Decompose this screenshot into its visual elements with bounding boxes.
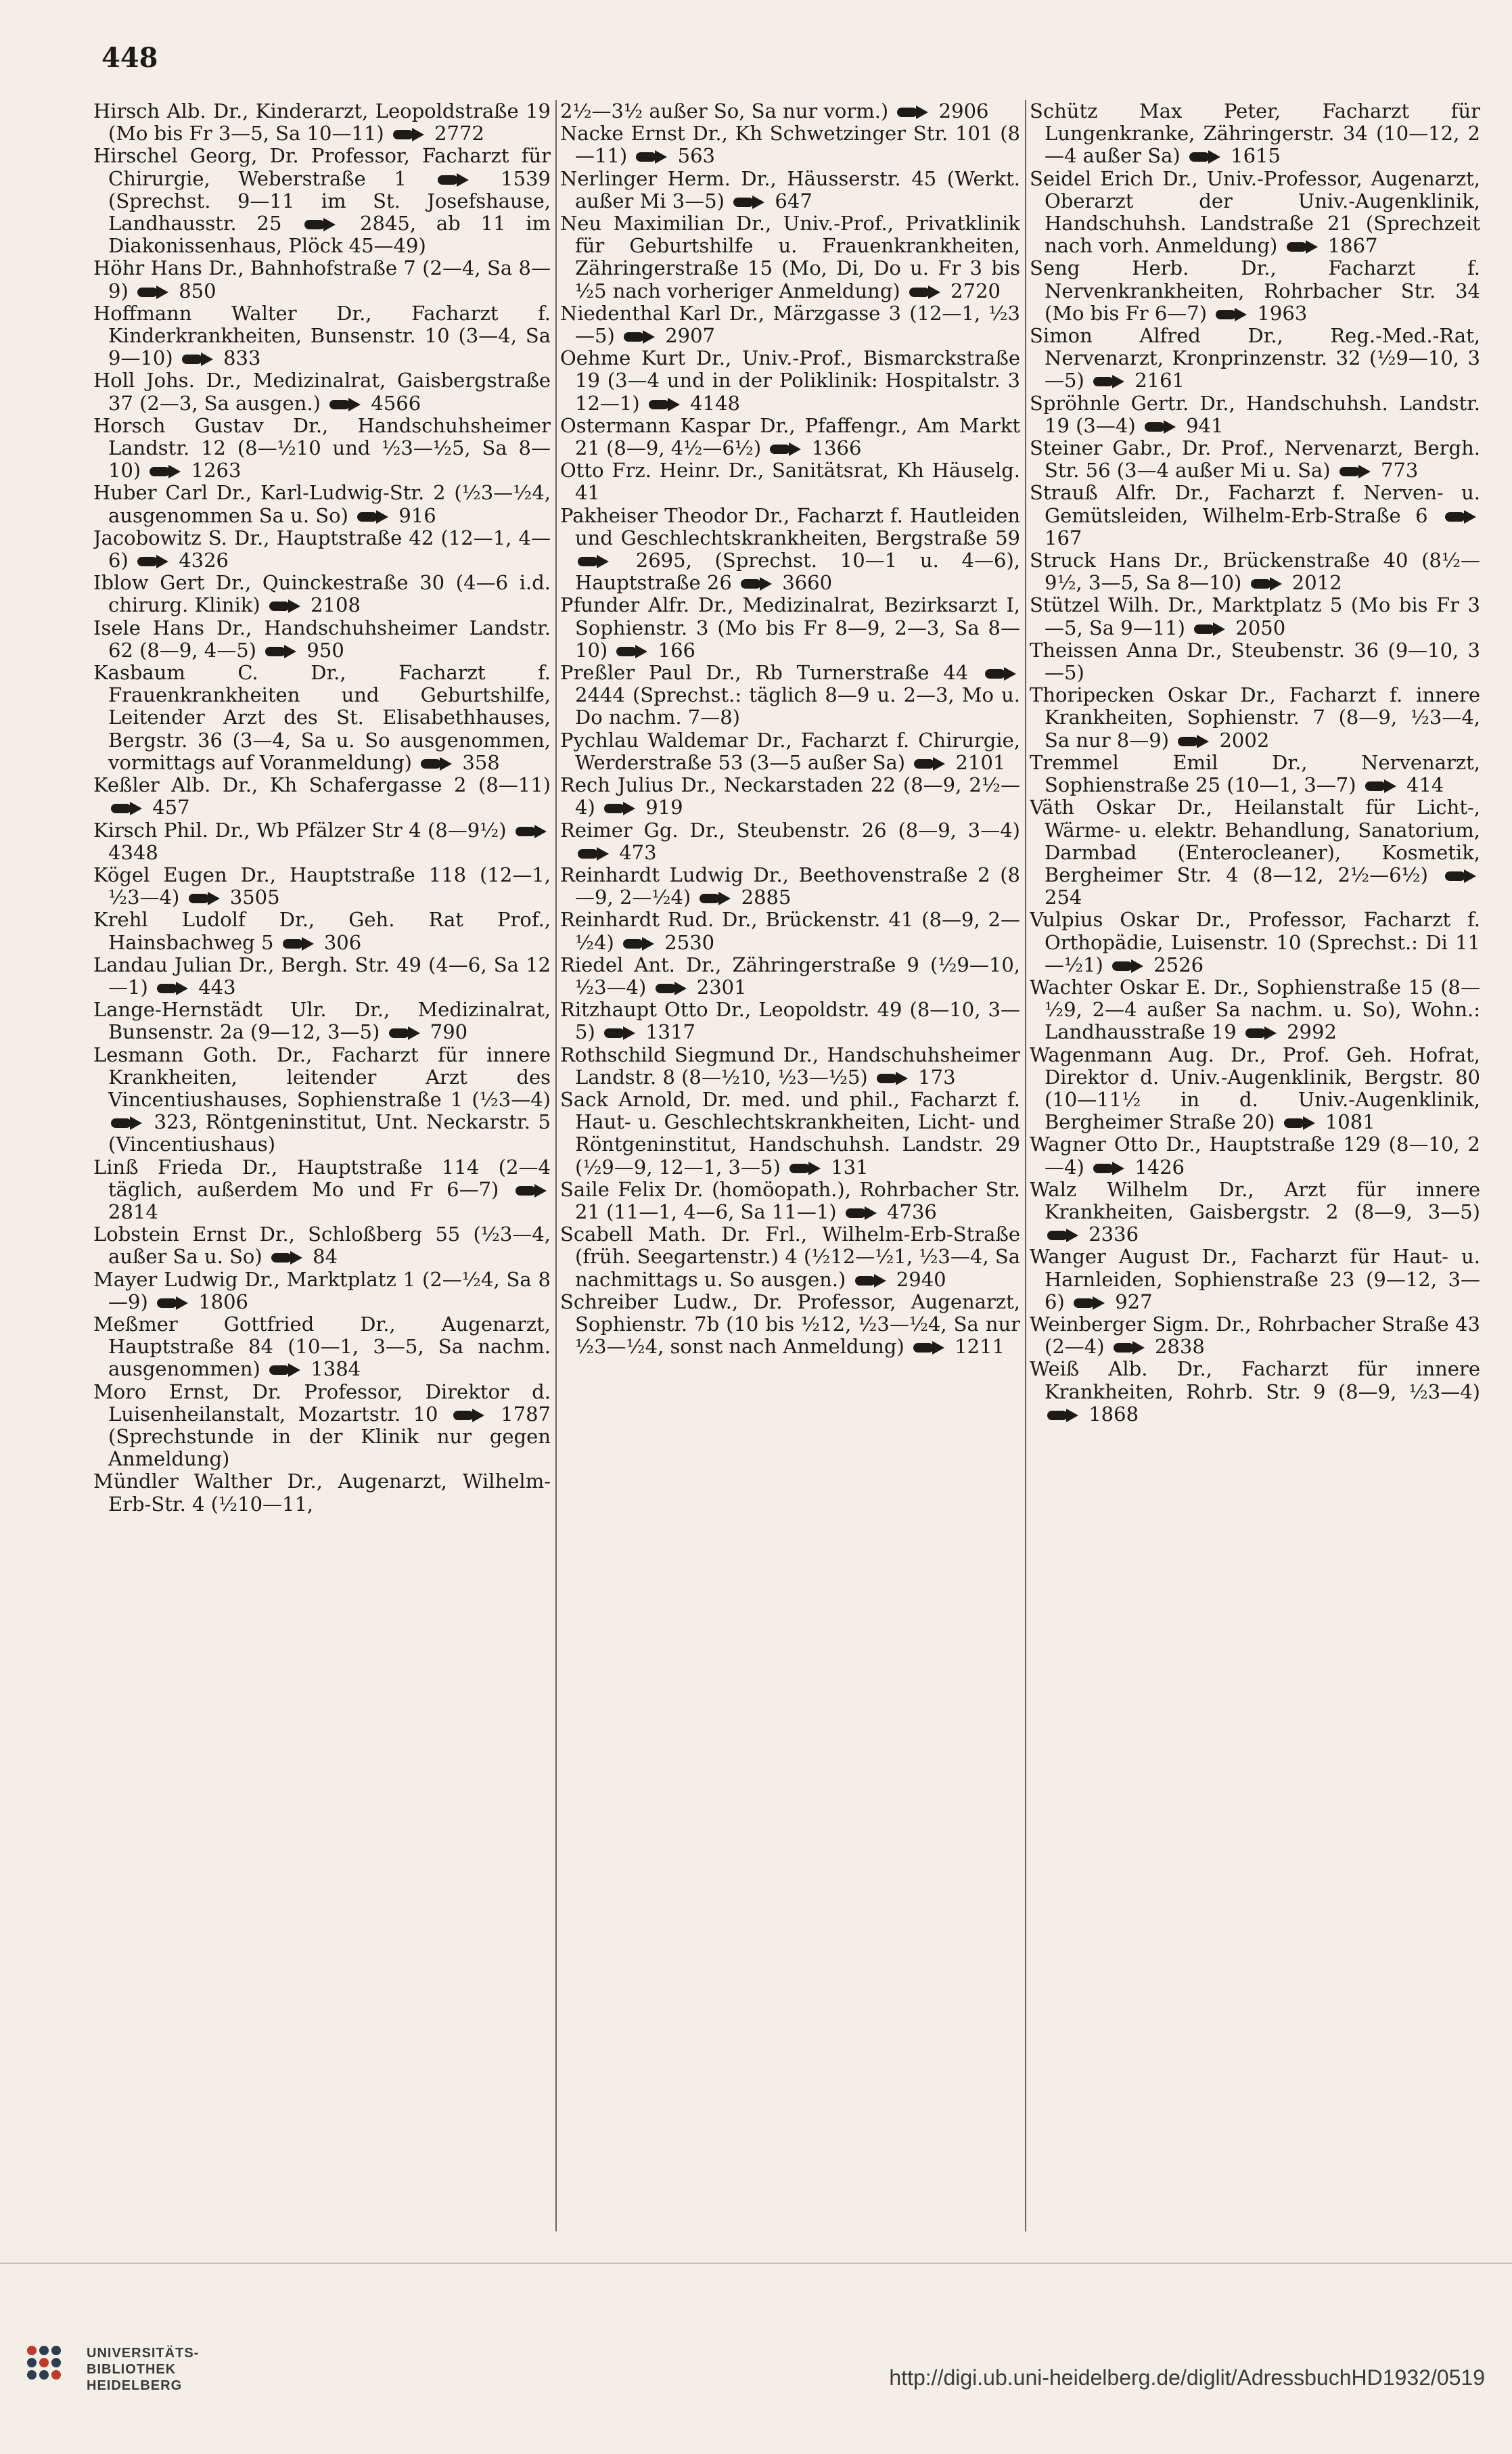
directory-entry: Linß Frieda Dr., Hauptstraße 114 (2—4 täglich, außerdem Mo und Fr 6—7) 2814 (93, 1155, 551, 1223)
telephone-icon (1194, 624, 1225, 634)
logo-line: HEIDELBERG (87, 2378, 183, 2393)
library-logo[interactable] (27, 2345, 199, 2394)
directory-entry: Lesmann Goth. Dr., Facharzt für innere Krankheiten, leitender Arzt des Vincentiushauses, Sophienstraße 1 (½3—4) 323, Röntgeninstitut, Unt. Neckarstr. 5 (Vincentiushaus) (93, 1043, 551, 1156)
directory-entry: Hoffmann Walter Dr., Facharzt f. Kinderkrankheiten, Bunsenstr. 10 (3—4, Sa 9—10) 833 (93, 301, 551, 370)
telephone-icon (1145, 422, 1176, 432)
telephone-icon (283, 939, 314, 949)
directory-entry: Meßmer Gottfried Dr., Augenarzt, Hauptstraße 84 (10—1, 3—5, Sa nachm. ausgenommen) 1384 (93, 1312, 551, 1381)
directory-entry: Holl Johs. Dr., Medizinalrat, Gaisbergstraße 37 (2—3, Sa ausgen.) 4566 (93, 369, 551, 415)
directory-entry: Pychlau Waldemar Dr., Facharzt f. Chirurgie, Werderstraße 53 (3—5 außer Sa) 2101 (560, 728, 1020, 774)
directory-entry: Oehme Kurt Dr., Univ.-Prof., Bismarckstraße 19 (3—4 und in der Poliklinik: Hospitalstr. 3 12—1) 4148 (560, 346, 1020, 415)
telephone-icon (1112, 961, 1143, 971)
telephone-icon (271, 1253, 302, 1263)
telephone-icon (897, 108, 928, 117)
directory-entry: Nerlinger Herm. Dr., Häusserstr. 45 (Werkt. außer Mi 3—5) 647 (560, 166, 1020, 212)
telephone-icon (1216, 310, 1247, 319)
telephone-icon (329, 400, 361, 409)
telephone-icon (1189, 152, 1220, 162)
column-right (1030, 100, 1480, 2231)
telephone-icon (1287, 242, 1318, 252)
directory-entry: Thoripecken Oskar Dr., Facharzt f. innere Krankheiten, Sophienstr. 7 (8—9, ½3—4, Sa nur 8—9) 2002 (1030, 683, 1480, 752)
directory-entry: Mayer Ludwig Dr., Marktplatz 1 (2—½4, Sa 8—9) 1806 (93, 1267, 551, 1313)
directory-entry: Lobstein Ernst Dr., Schloßberg 55 (½3—4, außer Sa u. So) 84 (93, 1223, 551, 1269)
telephone-icon (389, 1028, 420, 1038)
telephone-icon (877, 1074, 908, 1083)
telephone-icon (1339, 467, 1371, 476)
directory-entry: Otto Frz. Heinr. Dr., Sanitätsrat, Kh Häuselg. 41 (560, 459, 1020, 505)
directory-entry: Reimer Gg. Dr., Steubenstr. 26 (8—9, 3—4) 473 (560, 818, 1020, 864)
telephone-icon (578, 849, 609, 859)
directory-entry: Rech Julius Dr., Neckarstaden 22 (8—9, 2½—4) 919 (560, 773, 1020, 819)
directory-entry: Iblow Gert Dr., Quinckestraße 30 (4—6 i.d. chirurg. Klinik) 2108 (93, 571, 551, 617)
column-rule (1025, 100, 1026, 2231)
directory-entry: Wagenmann Aug. Dr., Prof. Geh. Hofrat, Direktor d. Univ.-Augenklinik, Bergstr. 80 (10—11½ in d. Univ.-Augenklinik, Bergheimer Straße 20) 1081 (1030, 1043, 1480, 1134)
library-logo-text (87, 2345, 199, 2394)
directory-entry: Pakheiser Theodor Dr., Facharzt f. Hautleiden und Geschlechtskrankheiten, Bergstraße 59 2695, (Sprechst. 10—1 u. 4—6), Hauptstraße 26 3660 (560, 503, 1020, 595)
directory-columns (93, 100, 1480, 2231)
telephone-icon (421, 759, 452, 769)
telephone-icon (1284, 1118, 1315, 1128)
page-number: 448 (101, 42, 158, 74)
directory-entry: Walz Wilhelm Dr., Arzt für innere Krankheiten, Gaisbergstr. 2 (8—9, 3—5) 2336 (1030, 1177, 1480, 1246)
directory-entry: Vulpius Oskar Dr., Professor, Facharzt f. Orthopädie, Luisenstr. 10 (Sprechst.: Di 11—½1) 2526 (1030, 908, 1480, 976)
directory-entry: Strauß Alfr. Dr., Facharzt f. Nerven- u. Gemütsleiden, Wilhelm-Erb-Straße 6 167 (1030, 481, 1480, 549)
telephone-icon (516, 827, 547, 836)
directory-entry: Kögel Eugen Dr., Hauptstraße 118 (12—1, ½3—4) 3505 (93, 863, 551, 909)
telephone-icon (438, 175, 469, 185)
telephone-icon (269, 601, 300, 611)
telephone-icon (649, 400, 680, 409)
telephone-icon (150, 467, 181, 476)
directory-entry: Saile Felix Dr. (homöopath.), Rohrbacher Str. 21 (11—1, 4—6, Sa 11—1) 4736 (560, 1177, 1020, 1223)
directory-entry: Isele Hans Dr., Handschuhsheimer Landstr. 62 (8—9, 4—5) 950 (93, 616, 551, 662)
directory-entry: Riedel Ant. Dr., Zähringerstraße 9 (½9—10, ½3—4) 2301 (560, 953, 1020, 999)
telephone-icon (304, 220, 336, 229)
directory-entry: Weinberger Sigm. Dr., Rohrbacher Straße 43 (2—4) 2838 (1030, 1312, 1480, 1359)
telephone-icon (453, 1411, 484, 1420)
telephone-icon (700, 894, 731, 903)
telephone-icon (111, 1118, 142, 1128)
telephone-icon (1114, 1343, 1145, 1353)
directory-entry: Sack Arnold, Dr. med. und phil., Facharzt f. Haut- u. Geschlechtskrankheiten, Licht- und Röntgeninstitut, Handschuhsh. Landstr. 29 (½9—9, 12—1, 3—5) 131 (560, 1087, 1020, 1179)
telephone-icon (189, 894, 220, 903)
telephone-icon (789, 1164, 821, 1173)
telephone-icon (1093, 1164, 1124, 1173)
directory-entry: Rothschild Siegmund Dr., Handschuhsheimer Landstr. 8 (8—½10, ½3—½5) 173 (560, 1043, 1020, 1089)
telephone-icon (269, 1365, 300, 1375)
directory-entry: Tremmel Emil Dr., Nervenarzt, Sophienstraße 25 (10—1, 3—7) 414 (1030, 750, 1480, 797)
directory-entry: Scabell Math. Dr. Frl., Wilhelm-Erb-Straße (früh. Seegartenstr.) 4 (½12—½1, ½3—4, Sa nachmittags u. So ausgen.) 2940 (560, 1223, 1020, 1291)
telephone-icon (985, 669, 1016, 679)
telephone-icon (1445, 512, 1476, 522)
logo-line: UNIVERSITÄTS- (87, 2346, 200, 2361)
logo-line: BIBLIOTHEK (87, 2362, 177, 2377)
telephone-icon (182, 355, 213, 364)
telephone-icon (616, 647, 647, 656)
telephone-icon (846, 1208, 877, 1218)
telephone-icon (909, 288, 940, 297)
directory-entry: Reinhardt Rud. Dr., Brückenstr. 41 (8—9, 2—½4) 2530 (560, 908, 1020, 954)
telephone-icon (913, 1343, 944, 1353)
column-rule (555, 100, 557, 2231)
column-left (93, 100, 551, 2231)
directory-entry: Schütz Max Peter, Facharzt für Lungenkranke, Zähringerstr. 34 (10—12, 2—4 außer Sa) 1615 (1030, 100, 1480, 168)
telephone-icon (516, 1186, 547, 1196)
telephone-icon (1047, 1231, 1078, 1240)
telephone-icon (636, 152, 667, 162)
directory-entry: Kirsch Phil. Dr., Wb Pfälzer Str 4 (8—9½) 4348 (93, 819, 551, 864)
directory-entry: Landau Julian Dr., Bergh. Str. 49 (4—6, Sa 12—1) 443 (93, 953, 551, 999)
directory-entry: Krehl Ludolf Dr., Geh. Rat Prof., Hainsbachweg 5 306 (93, 908, 551, 954)
telephone-icon (157, 984, 188, 993)
library-logo-icon (27, 2346, 74, 2393)
telephone-icon (1251, 579, 1282, 589)
telephone-icon (357, 512, 388, 522)
telephone-icon (137, 557, 168, 566)
telephone-icon (1178, 737, 1209, 746)
telephone-icon (855, 1276, 886, 1286)
telephone-icon (1047, 1411, 1078, 1420)
directory-entry: Schreiber Ludw., Dr. Professor, Augenarzt, Sophienstr. 7b (10 bis ½12, ½3—½4, Sa nur ½3—½4, sonst nach Anmeldung) 1211 (560, 1290, 1020, 1359)
footer (0, 2264, 1512, 2454)
column-middle (560, 100, 1020, 2231)
telephone-icon (914, 759, 945, 769)
directory-entry: 2½—3½ außer So, Sa nur vorm.) 2906 (560, 100, 989, 122)
directory-entry: Seidel Erich Dr., Univ.-Professor, Augenarzt, Oberarzt der Univ.-Augenklinik, Handschuhsh. Landstraße 21 (Sprechzeit nach vorh. Anmeldung) 1867 (1030, 166, 1480, 258)
telephone-icon (1093, 377, 1124, 386)
directory-entry: Struck Hans Dr., Brückenstraße 40 (8½—9½, 3—5, Sa 8—10) 2012 (1030, 549, 1480, 595)
directory-entry: Reinhardt Ludwig Dr., Beethovenstraße 2 (8—9, 2—½4) 2885 (560, 863, 1020, 909)
directory-entry: Moro Ernst, Dr. Professor, Direktor d. Luisenheilanstalt, Mozartstr. 10 1787 (Sprechstunde in der Klinik nur gegen Anmeldung) (93, 1380, 551, 1471)
directory-entry: Pfunder Alfr. Dr., Medizinalrat, Bezirksarzt I, Sophienstr. 3 (Mo bis Fr 8—9, 2—3, Sa 8—10) 166 (560, 593, 1020, 662)
directory-entry: Wanger August Dr., Facharzt für Haut- u. Harnleiden, Sophienstraße 23 (9—12, 3—6) 927 (1030, 1245, 1480, 1313)
directory-entry: Wagner Otto Dr., Hauptstraße 129 (8—10, 2—4) 1426 (1030, 1133, 1480, 1179)
directory-entry: Huber Carl Dr., Karl-Ludwig-Str. 2 (½3—½4, ausgenommen Sa u. So) 916 (93, 481, 551, 527)
telephone-icon (1245, 1028, 1277, 1038)
directory-entry: Ostermann Kaspar Dr., Pfaffengr., Am Markt 21 (8—9, 4½—6½) 1366 (560, 413, 1020, 460)
directory-entry: Seng Herb. Dr., Facharzt f. Nervenkrankheiten, Rohrbacher Str. 34 (Mo bis Fr 6—7) 1963 (1030, 256, 1480, 325)
directory-entry: Weiß Alb. Dr., Facharzt für innere Krankheiten, Rohrb. Str. 9 (8—9, ½3—4) 1868 (1030, 1357, 1480, 1426)
telephone-icon (111, 804, 142, 813)
directory-entry: Stützel Wilh. Dr., Marktplatz 5 (Mo bis Fr 3—5, Sa 9—11) 2050 (1030, 593, 1480, 639)
directory-entry: Keßler Alb. Dr., Kh Schafergasse 2 (8—11) 457 (93, 773, 551, 819)
directory-entry: Horsch Gustav Dr., Handschuhsheimer Landstr. 12 (8—½10 und ½3—½5, Sa 8—10) 1263 (93, 413, 551, 482)
directory-entry: Hirsch Alb. Dr., Kinderarzt, Leopoldstraße 19 (Mo bis Fr 3—5, Sa 10—11) 2772 (93, 100, 551, 145)
telephone-icon (393, 130, 424, 139)
telephone-icon (623, 939, 654, 949)
telephone-icon (624, 332, 655, 342)
telephone-icon (578, 557, 609, 566)
directory-entry: Mündler Walther Dr., Augenarzt, Wilhelm-Erb-Str. 4 (½10—11, (93, 1470, 551, 1516)
directory-entry: Preßler Paul Dr., Rb Turnerstraße 44 2444 (Sprechst.: täglich 8—9 u. 2—3, Mo u. Do nachm. 7—8) (560, 661, 1020, 729)
directory-entry: Nacke Ernst Dr., Kh Schwetzinger Str. 101 (8—11) 563 (560, 122, 1020, 168)
directory-entry: Steiner Gabr., Dr. Prof., Nervenarzt, Bergh. Str. 56 (3—4 außer Mi u. Sa) 773 (1030, 436, 1480, 482)
telephone-icon (1445, 871, 1476, 881)
directory-entry: Niedenthal Karl Dr., Märzgasse 3 (12—1, ½3—5) 2907 (560, 301, 1020, 348)
telephone-icon (265, 647, 296, 656)
telephone-icon (604, 1028, 635, 1038)
directory-entry: Lange-Hernstädt Ulr. Dr., Medizinalrat, Bunsenstr. 2a (9—12, 3—5) 790 (93, 998, 551, 1044)
telephone-icon (604, 804, 635, 813)
telephone-icon (770, 445, 801, 454)
directory-entry: Simon Alfred Dr., Reg.-Med.-Rat, Nervenarzt, Kronprinzenstr. 32 (½9—10, 3—5) 2161 (1030, 324, 1480, 392)
telephone-icon (741, 579, 772, 589)
telephone-icon (1365, 781, 1396, 791)
directory-entry: Spröhnle Gertr. Dr., Handschuhsh. Landstr. 19 (3—4) 941 (1030, 391, 1480, 437)
directory-entry: Jacobowitz S. Dr., Hauptstraße 42 (12—1, 4—6) 4326 (93, 526, 551, 572)
directory-entry: Höhr Hans Dr., Bahnhofstraße 7 (2—4, Sa 8—9) 850 (93, 256, 551, 302)
directory-entry: Neu Maximilian Dr., Univ.-Prof., Privatklinik für Geburtshilfe u. Frauenkrankheiten, Zähringerstraße 15 (Mo, Di, Do u. Fr 3 bis ½5 nach vorheriger Anmeldung) 2720 (560, 212, 1020, 302)
telephone-icon (1074, 1298, 1105, 1308)
telephone-icon (656, 984, 687, 993)
directory-entry: Ritzhaupt Otto Dr., Leopoldstr. 49 (8—10, 3—5) 1317 (560, 998, 1020, 1044)
directory-entry: Theissen Anna Dr., Steubenstr. 36 (9—10, 3—5) (1030, 638, 1480, 685)
source-url[interactable]: http://digi.ub.uni-heidelberg.de/diglit/AdressbuchHD1932/0519 (889, 2365, 1485, 2390)
directory-entry: Wachter Oskar E. Dr., Sophienstraße 15 (8—½9, 2—4 außer Sa nachm. u. So), Wohn.: Landhausstraße 19 2992 (1030, 975, 1480, 1044)
telephone-icon (157, 1298, 188, 1308)
directory-entry: Väth Oskar Dr., Heilanstalt für Licht-, Wärme- u. elektr. Behandlung, Sanatorium, Darmbad (Enterocleaner), Kosmetik, Bergheimer Str. 4 (8—12, 2½—6½) 254 (1030, 796, 1480, 909)
directory-entry: Hirschel Georg, Dr. Professor, Facharzt für Chirurgie, Weberstraße 1 1539 (Sprechst. 9—11 im St. Josefshause, Landhausstr. 25 2845, ab 11 im Diakonissenhaus, Plöck 45—49) (93, 144, 551, 258)
directory-entry: Kasbaum C. Dr., Facharzt f. Frauenkrankheiten und Geburtshilfe, Leitender Arzt des St. Elisabethhauses, Bergstr. 36 (3—4, Sa u. So ausgenommen, vormittags auf Voranmeldung) 358 (93, 661, 551, 774)
telephone-icon (733, 198, 764, 207)
telephone-icon (137, 288, 168, 297)
